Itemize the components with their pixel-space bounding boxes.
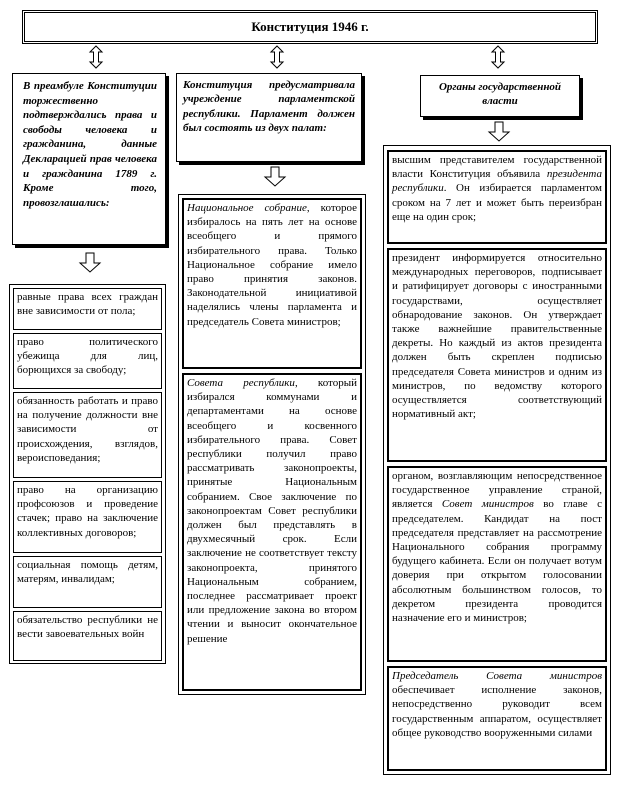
list-item: равные права всех граждан вне зависимости от пола; <box>13 288 162 330</box>
double-arrow-icon <box>491 46 505 68</box>
list-item: обязательство республики не вести завоевательных войн <box>13 611 162 661</box>
col2-header: Конституция предусматривала учреждение парламентской республики. Парламент должен был состоять из двух палат: <box>176 73 362 162</box>
col1-header: В преамбуле Конституции торжественно подтверждались права и свободы человека и гражданина, данные Декларацией прав человека и гражданина 1789 г. Кроме того, провозглашались: <box>12 73 166 245</box>
col3-header: Органы государственной власти <box>420 75 580 117</box>
list-item: органом, возглавляющим непосредственное государственное управление страной, является Совет министров во главе с председателем. Кандидат на пост председателя представляет на рассмотрение Национального собрания программу будущего кабинета. Если он получает вотум доверия при открытом голосовании абсолютным большинством голосов, то декретом президента проводится назначение его и министров; <box>387 466 607 662</box>
list-item: президент информируется относительно международных переговоров, подписывает и ратифицирует договоры с иностранными государствами, осуществляет обнародование законов. Он утверждает также важнейшие правительственные декреты. Но каждый из актов президента должен быть скреплен подписью председателя Совета министров и одним из министров, по ведомству которого осуществляется соответствующий нормативный акт; <box>387 248 607 462</box>
list-item: Совета республики, который избирался коммунами и департаментами на основе всеобщего и косвенного избирательного права. Совет республики получил право рассматривать законопроекты, принятые Национальным собранием. Свое заключение по законопроектам Совет республики должен был представлять в двухмесячный срок. Если заключение не соответствует тексту законопроекта, принятого Национальным собранием, последнее рассматривает проект или предложение закона во втором чтении и выносит окончательное решение <box>182 373 362 691</box>
page-title: Конституция 1946 г. <box>251 19 369 34</box>
list-item: обязанность работать и право на получение должности вне зависимости от происхождения, взглядов, вероисповедания; <box>13 392 162 478</box>
list-item: право политического убежища для лиц, борющихся за свободу; <box>13 333 162 389</box>
col2-list <box>178 194 366 695</box>
col3-list <box>383 145 611 775</box>
list-item: Председатель Совета министров обеспечивает исполнение законов, непосредственно руководит всем государственным аппаратом, осуществляет общее руководство вооруженными силами <box>387 666 607 771</box>
list-item: высшим представителем государственной власти Конституция объявила президента республики. Он избирается парламентом сроком на 7 лет и может быть переизбран еще на один срок; <box>387 150 607 244</box>
list-item: право на организацию профсоюзов и проведение стачек; право на заключение коллективных договоров; <box>13 481 162 553</box>
arrow-down-icon <box>488 122 510 142</box>
double-arrow-icon <box>89 46 103 68</box>
col1-list <box>9 284 166 664</box>
arrow-down-icon <box>79 253 101 273</box>
double-arrow-icon <box>270 46 284 68</box>
title-box <box>22 10 598 44</box>
arrow-down-icon <box>264 167 286 187</box>
list-item: социальная помощь детям, матерям, инвалидам; <box>13 556 162 608</box>
list-item: Национальное собрание, которое избиралось на пять лет на основе всеобщего и прямого избирательного права. Только Национальное собрание имело право принятия законов. Законодательной инициативой наделялись члены парламента и председатель Совета министров; <box>182 198 362 369</box>
